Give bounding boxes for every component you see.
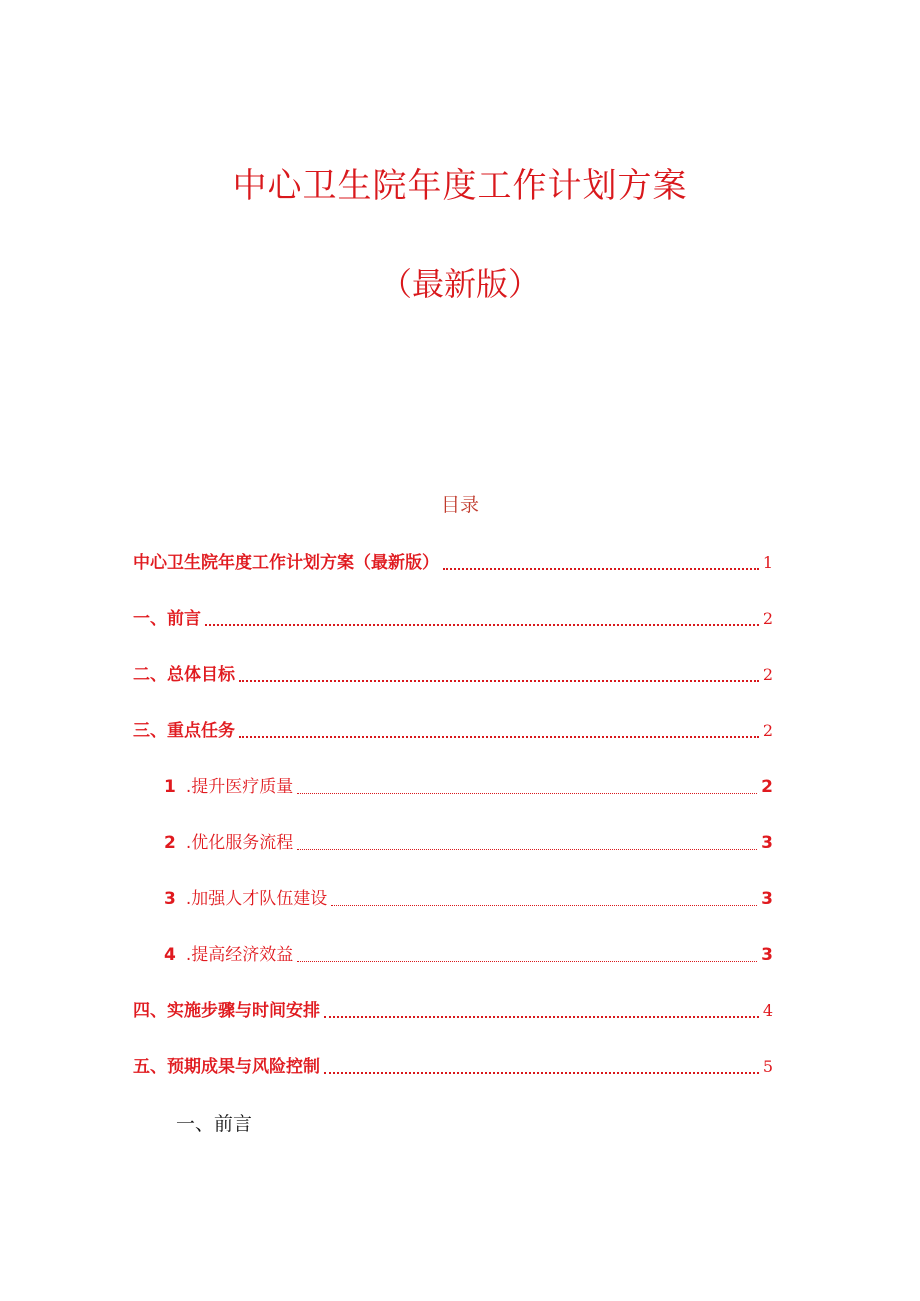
toc-entry-text <box>164 887 327 911</box>
toc-entry-page: 3 <box>761 889 773 909</box>
toc-entry-label: 二、总体目标 <box>133 665 235 685</box>
toc-dot-leader <box>331 905 757 906</box>
toc-dot-leader <box>443 568 759 570</box>
toc-entry-page: 2 <box>761 777 773 797</box>
document-title: 中心卫生院年度工作计划方案 <box>232 166 688 206</box>
toc-entry-page: 2 <box>762 609 773 628</box>
toc-dot-leader <box>239 736 759 738</box>
toc-entry-number: 1 <box>164 777 176 797</box>
toc-entry-text <box>164 943 293 967</box>
toc-dot-leader <box>205 624 759 626</box>
toc-entry-number: 4 <box>164 945 176 965</box>
toc-entry-page: 4 <box>762 1001 773 1020</box>
toc-entry-label: .加强人才队伍建设 <box>185 889 328 909</box>
toc-entry-label: 一、前言 <box>133 609 201 629</box>
toc-entry-page: 3 <box>761 945 773 965</box>
toc-entry-page: 3 <box>761 833 773 853</box>
section-heading-preface: 一、前言 <box>176 1113 253 1135</box>
toc-entry-title[interactable] <box>133 549 773 575</box>
toc-dot-leader <box>324 1072 759 1074</box>
toc-entry-page: 1 <box>762 553 773 572</box>
toc-dot-leader <box>239 680 759 682</box>
toc-entry-preface[interactable] <box>133 605 773 631</box>
toc-entry-label: .提高经济效益 <box>185 945 294 965</box>
toc-heading: 目录 <box>440 494 479 516</box>
toc-dot-leader <box>297 849 757 850</box>
toc-entry-label: .优化服务流程 <box>185 833 294 853</box>
toc-entry-expected-results[interactable] <box>133 1053 773 1079</box>
toc-dot-leader <box>297 961 757 962</box>
toc-entry-text <box>164 775 293 799</box>
document-subtitle: （最新版） <box>379 265 540 303</box>
toc-subentry-talent-team[interactable] <box>164 885 773 911</box>
toc-entry-label: 三、重点任务 <box>133 721 235 741</box>
toc-entry-overall-goals[interactable] <box>133 661 773 687</box>
toc-subentry-medical-quality[interactable] <box>164 773 773 799</box>
toc-entry-text <box>164 831 293 855</box>
toc-entry-key-tasks[interactable] <box>133 717 773 743</box>
toc-entry-number: 2 <box>164 833 176 853</box>
toc-entry-implementation-steps[interactable] <box>133 997 773 1023</box>
toc-dot-leader <box>324 1016 759 1018</box>
toc-entry-label: 中心卫生院年度工作计划方案（最新版） <box>133 553 439 573</box>
toc-entry-label: 五、预期成果与风险控制 <box>133 1057 320 1077</box>
toc-entry-page: 5 <box>762 1057 773 1076</box>
toc-dot-leader <box>297 793 757 794</box>
toc-entry-number: 3 <box>164 889 176 909</box>
toc-entry-label: .提升医疗质量 <box>185 777 294 797</box>
toc-subentry-economic-benefit[interactable] <box>164 941 773 967</box>
toc-entry-page: 2 <box>762 721 773 740</box>
toc-entry-page: 2 <box>762 665 773 684</box>
toc-subentry-service-flow[interactable] <box>164 829 773 855</box>
toc-entry-label: 四、实施步骤与时间安排 <box>133 1001 320 1021</box>
